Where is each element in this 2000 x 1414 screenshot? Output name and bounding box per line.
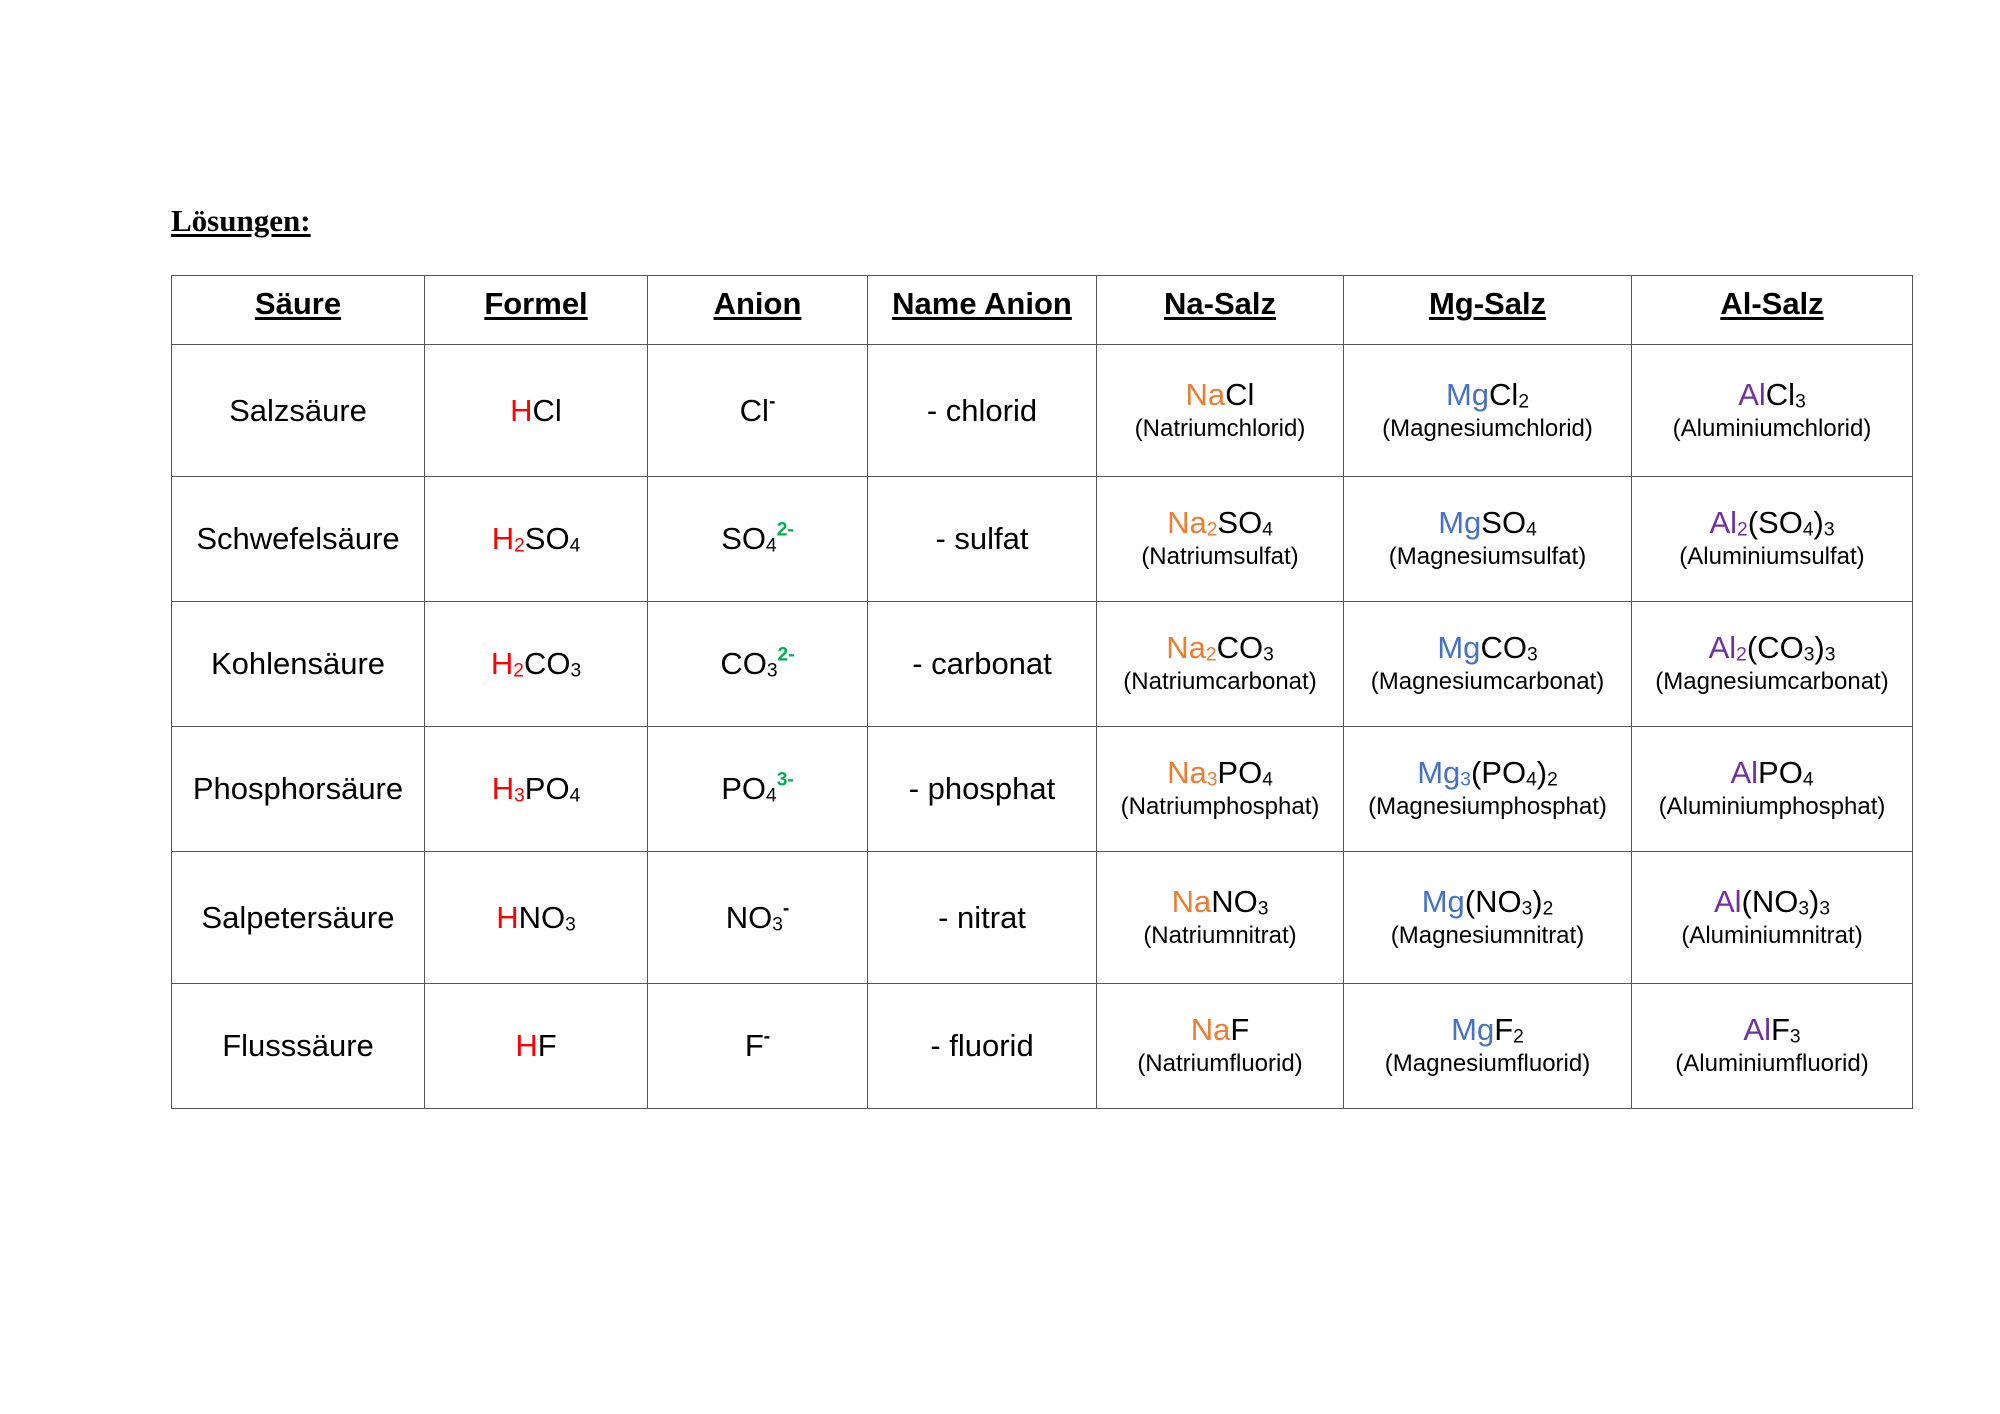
acid-salt-table	[171, 275, 1913, 1109]
na-salt-cell	[1097, 727, 1344, 852]
mg-salt-cell	[1344, 477, 1632, 602]
salt-formula	[1097, 630, 1343, 666]
formula-part: H	[491, 521, 515, 556]
formula-subscript: 3	[1789, 1026, 1801, 1048]
formula-part: )	[1532, 883, 1543, 919]
formula-subscript: 4	[1802, 769, 1814, 791]
salt-name: (Aluminiumsulfat)	[1679, 543, 1865, 570]
formula-subscript: 3	[1819, 897, 1831, 919]
salt-name: (Natriumphosphat)	[1120, 793, 1320, 820]
anion-formula	[648, 393, 867, 429]
formula-part: CO	[1216, 630, 1264, 665]
salt-formula	[1344, 884, 1631, 920]
salt-name: (Magnesiumphosphat)	[1368, 793, 1607, 820]
al-salt-cell	[1632, 345, 1913, 477]
formula-subscript: 2	[1513, 1026, 1524, 1048]
column-header-na-salt: Na-Salz	[1097, 276, 1344, 345]
salt-formula	[1632, 505, 1912, 541]
table-body	[172, 345, 1913, 1109]
formula-part: F	[1230, 1012, 1250, 1047]
formula-subscript: 3	[1526, 644, 1538, 666]
formula-part: SO	[524, 521, 570, 556]
salt-formula	[1097, 505, 1343, 541]
ion-charge: 3-	[776, 769, 794, 791]
formula-part: H	[496, 899, 519, 935]
salt-name: (Aluminiumfluorid)	[1675, 1050, 1869, 1077]
acid-formula	[425, 521, 647, 557]
anion-cell	[648, 602, 868, 727]
acid-name-cell: Schwefelsäure	[172, 477, 425, 602]
acid-formula	[425, 900, 647, 936]
salt-formula	[1344, 377, 1631, 413]
acid-formula-cell	[425, 852, 648, 984]
formula-subscript: 4	[569, 785, 581, 807]
formula-part: Cl	[739, 392, 769, 428]
formula-subscript: 3	[570, 660, 582, 682]
formula-subscript: 4	[1262, 519, 1273, 541]
anion-cell	[648, 984, 868, 1109]
formula-subscript: 3	[514, 785, 525, 807]
salt-formula	[1632, 755, 1912, 791]
salt-name: (Magnesiumnitrat)	[1390, 921, 1585, 949]
formula-part: F	[1770, 1012, 1790, 1047]
na-salt-cell	[1097, 477, 1344, 602]
formula-part: PO	[1217, 755, 1263, 790]
formula-part: Al	[1730, 755, 1759, 790]
na-salt-cell	[1097, 345, 1344, 477]
anion-name-cell: - phosphat	[868, 727, 1097, 852]
page-heading: Lösungen:	[171, 203, 311, 238]
formula-part: SO	[1217, 505, 1263, 540]
salt-formula	[1632, 630, 1912, 666]
salt-formula	[1097, 1012, 1343, 1048]
formula-subscript: 3	[1521, 897, 1533, 919]
formula-part: H	[490, 646, 514, 681]
anion-name-cell: - nitrat	[868, 852, 1097, 984]
formula-subscript: 2	[1547, 769, 1558, 791]
acid-name-cell: Salzsäure	[172, 345, 425, 477]
formula-part: Mg	[1417, 755, 1461, 790]
formula-part: H	[515, 1028, 538, 1063]
formula-part: (NO	[1741, 883, 1799, 919]
column-header-mg-salt: Mg-Salz	[1344, 276, 1632, 345]
formula-part: Cl	[1765, 376, 1796, 412]
formula-subscript: 2	[514, 535, 525, 557]
na-salt-cell	[1097, 602, 1344, 727]
salt-formula	[1344, 1012, 1631, 1048]
formula-subscript: 2	[1205, 644, 1217, 666]
formula-part: F	[1494, 1012, 1514, 1047]
formula-part: Mg	[1421, 883, 1465, 919]
formula-part: CO	[720, 646, 767, 681]
salt-formula	[1632, 1012, 1912, 1048]
al-salt-cell	[1632, 602, 1913, 727]
formula-part: Al	[1738, 376, 1766, 412]
acid-name-cell: Salpetersäure	[172, 852, 425, 984]
formula-part: F	[537, 1028, 557, 1063]
formula-part: Al	[1708, 630, 1737, 665]
formula-part: CO	[1480, 630, 1527, 665]
salt-formula	[1344, 755, 1631, 791]
formula-subscript: 2	[1542, 897, 1554, 919]
formula-part: (PO	[1470, 755, 1527, 790]
mg-salt-cell	[1344, 852, 1632, 984]
column-header-formula: Formel	[425, 276, 648, 345]
formula-part: Na	[1166, 630, 1206, 665]
salt-formula	[1632, 377, 1912, 413]
formula-subscript: 2	[1736, 644, 1747, 666]
anion-cell	[648, 852, 868, 984]
salt-name: (Natriumnitrat)	[1143, 921, 1297, 949]
salt-name: (Natriumfluorid)	[1137, 1050, 1303, 1077]
column-header-anion-name: Name Anion	[868, 276, 1097, 345]
acid-name-cell: Flusssäure	[172, 984, 425, 1109]
anion-formula	[648, 1028, 867, 1064]
formula-part: Mg	[1445, 376, 1490, 412]
column-header-al-salt: Al-Salz	[1632, 276, 1913, 345]
formula-subscript: 2	[1518, 390, 1530, 412]
ion-charge: -	[763, 1026, 771, 1048]
acid-name-cell: Kohlensäure	[172, 602, 425, 727]
anion-name-cell: - fluorid	[868, 984, 1097, 1109]
anion-name-cell: - sulfat	[868, 477, 1097, 602]
formula-part: SO	[721, 521, 767, 556]
anion-formula	[648, 646, 867, 682]
ion-charge: -	[768, 391, 776, 413]
formula-subscript: 3	[1206, 769, 1218, 791]
salt-formula	[1632, 884, 1912, 920]
formula-part: Cl	[1489, 376, 1519, 412]
acid-name-cell: Phosphorsäure	[172, 727, 425, 852]
formula-part: (CO	[1746, 630, 1804, 665]
formula-subscript: 4	[1802, 519, 1814, 541]
ion-charge: 2-	[776, 519, 794, 541]
formula-subscript: 4	[1526, 769, 1537, 791]
formula-part: Cl	[532, 392, 562, 428]
table-row	[172, 984, 1913, 1109]
formula-subscript: 4	[569, 535, 581, 557]
formula-part: (SO	[1747, 505, 1803, 540]
na-salt-cell	[1097, 984, 1344, 1109]
formula-part: Mg	[1451, 1012, 1495, 1047]
formula-subscript: 2	[1737, 519, 1748, 541]
formula-part: CO	[523, 646, 571, 681]
acid-formula	[425, 771, 647, 807]
anion-cell	[648, 727, 868, 852]
salt-formula	[1344, 505, 1631, 541]
formula-subscript: 3	[1824, 644, 1836, 666]
table-row	[172, 727, 1913, 852]
anion-formula	[648, 771, 867, 807]
formula-part: NO	[1211, 883, 1258, 919]
column-header-acid: Säure	[172, 276, 425, 345]
formula-part: (NO	[1464, 883, 1522, 919]
salt-name: (Aluminiumphosphat)	[1658, 793, 1886, 820]
acid-formula-cell	[425, 984, 648, 1109]
acid-formula-cell	[425, 602, 648, 727]
al-salt-cell	[1632, 727, 1913, 852]
formula-part: )	[1813, 505, 1824, 540]
anion-cell	[648, 477, 868, 602]
salt-name: (Natriumcarbonat)	[1123, 668, 1317, 695]
formula-part: Na	[1167, 755, 1207, 790]
formula-subscript: 2	[1206, 519, 1218, 541]
formula-part: )	[1814, 630, 1825, 665]
formula-part: )	[1809, 883, 1820, 919]
formula-part: Al	[1713, 883, 1742, 919]
mg-salt-cell	[1344, 727, 1632, 852]
salt-name: (Magnesiumfluorid)	[1384, 1050, 1591, 1077]
al-salt-cell	[1632, 477, 1913, 602]
formula-part: Al	[1743, 1012, 1771, 1047]
formula-part: Al	[1709, 505, 1738, 540]
al-salt-cell	[1632, 984, 1913, 1109]
formula-part: F	[744, 1028, 764, 1063]
acid-formula-cell	[425, 477, 648, 602]
salt-formula	[1097, 377, 1343, 413]
salt-name: (Natriumchlorid)	[1134, 414, 1306, 442]
formula-subscript: 4	[766, 535, 777, 557]
formula-part: Mg	[1437, 630, 1481, 665]
formula-subscript: 3	[1263, 644, 1274, 666]
acid-formula	[425, 393, 647, 429]
column-header-anion: Anion	[648, 276, 868, 345]
mg-salt-cell	[1344, 984, 1632, 1109]
salt-formula	[1097, 884, 1343, 920]
formula-part: H	[491, 771, 515, 806]
formula-subscript: 4	[1526, 519, 1537, 541]
salt-name: (Magnesiumcarbonat)	[1370, 668, 1605, 695]
anion-name-cell: - carbonat	[868, 602, 1097, 727]
formula-part: Na	[1167, 505, 1207, 540]
mg-salt-cell	[1344, 345, 1632, 477]
salt-formula	[1097, 755, 1343, 791]
na-salt-cell	[1097, 852, 1344, 984]
salt-name: (Magnesiumsulfat)	[1388, 543, 1587, 570]
formula-subscript: 4	[1262, 769, 1273, 791]
table-row	[172, 852, 1913, 984]
formula-subscript: 3	[1460, 769, 1471, 791]
formula-subscript: 3	[1823, 519, 1835, 541]
al-salt-cell	[1632, 852, 1913, 984]
salt-name: (Aluminiumnitrat)	[1681, 921, 1863, 949]
salt-name: (Natriumsulfat)	[1141, 543, 1299, 570]
formula-part: Mg	[1438, 505, 1482, 540]
table-row	[172, 477, 1913, 602]
formula-subscript: 3	[766, 660, 778, 682]
formula-subscript: 3	[1803, 644, 1815, 666]
acid-formula-cell	[425, 727, 648, 852]
ion-charge: 2-	[777, 644, 795, 666]
ion-charge: -	[782, 898, 790, 920]
anion-cell	[648, 345, 868, 477]
formula-part: PO	[721, 771, 767, 806]
acid-formula	[425, 646, 647, 682]
salt-name: (Magnesiumchlorid)	[1382, 414, 1593, 442]
formula-subscript: 4	[766, 785, 777, 807]
anion-formula	[648, 900, 867, 936]
table-header-row	[172, 276, 1913, 345]
acid-formula-cell	[425, 345, 648, 477]
formula-part: NO	[518, 899, 566, 935]
table-row	[172, 345, 1913, 477]
salt-name: (Aluminiumchlorid)	[1672, 414, 1872, 442]
table-row	[172, 602, 1913, 727]
formula-subscript: 3	[1798, 897, 1810, 919]
formula-subscript: 3	[1795, 390, 1806, 412]
formula-subscript: 2	[513, 660, 524, 682]
formula-subscript: 3	[565, 913, 576, 935]
formula-part: H	[510, 392, 533, 428]
formula-part: SO	[1481, 505, 1527, 540]
anion-formula	[648, 521, 867, 557]
anion-name-cell: - chlorid	[868, 345, 1097, 477]
salt-formula	[1344, 630, 1631, 666]
salt-name: (Magnesiumcarbonat)	[1655, 668, 1889, 695]
acid-formula	[425, 1028, 647, 1064]
formula-part: Na	[1190, 1012, 1231, 1047]
formula-subscript: 3	[1257, 897, 1269, 919]
formula-part: )	[1536, 755, 1548, 790]
formula-part: Na	[1171, 883, 1212, 919]
formula-part: Na	[1185, 376, 1226, 412]
formula-part: PO	[1758, 755, 1803, 790]
formula-subscript: 3	[772, 913, 783, 935]
mg-salt-cell	[1344, 602, 1632, 727]
formula-part: NO	[725, 899, 773, 935]
formula-part: PO	[524, 771, 570, 806]
formula-part: Cl	[1225, 376, 1255, 412]
